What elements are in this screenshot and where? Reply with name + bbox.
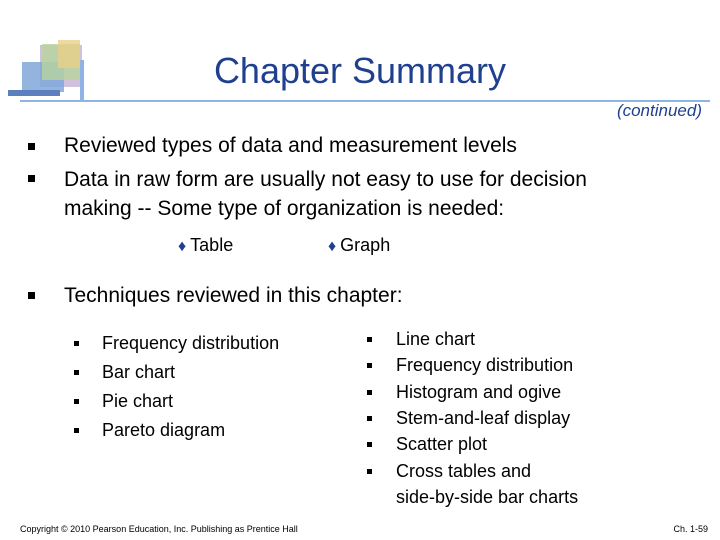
technique-item: Line chart <box>396 329 476 349</box>
bullet-square-icon <box>28 143 35 150</box>
sub-bullet-icon <box>74 399 79 404</box>
sub-bullet-icon <box>74 341 79 346</box>
technique-item: Bar chart <box>102 362 176 382</box>
technique-item-continuation: side-by-side bar charts <box>396 487 579 507</box>
decorative-squares-logo <box>0 0 100 110</box>
technique-item: Pie chart <box>102 391 174 411</box>
technique-item: Histogram and ogive <box>396 382 562 402</box>
technique-item: Scatter plot <box>396 434 488 454</box>
technique-item: Stem-and-leaf display <box>396 408 571 428</box>
title-divider <box>20 100 710 102</box>
sub-bullet-icon <box>367 469 372 474</box>
sub-bullet-icon <box>367 363 372 368</box>
diamond-icon: ♦ <box>178 238 187 255</box>
bullet-text: Techniques reviewed in this chapter: <box>64 284 403 307</box>
diamond-icon: ♦ <box>328 238 337 255</box>
copyright-footer: Copyright © 2010 Pearson Education, Inc. Publishing as Prentice Hall <box>20 524 298 534</box>
bullet-text: Reviewed types of data and measurement levels <box>64 134 517 157</box>
technique-item: Frequency distribution <box>396 355 574 375</box>
technique-item: Pareto diagram <box>102 420 226 440</box>
technique-item: Frequency distribution <box>102 333 280 353</box>
option-table: ♦ Table <box>178 235 234 255</box>
slide-title: Chapter Summary <box>213 50 507 91</box>
sub-bullet-icon <box>74 370 79 375</box>
bullet-text: Data in raw form are usually not easy to use for decision <box>64 168 587 191</box>
sub-bullet-icon <box>367 337 372 342</box>
sub-bullet-icon <box>74 428 79 433</box>
sub-bullet-icon <box>367 416 372 421</box>
bullet-square-icon <box>28 292 35 299</box>
continued-label: (continued) <box>616 101 702 120</box>
option-graph: ♦ Graph <box>328 235 391 255</box>
page-number: Ch. 1-59 <box>673 524 708 534</box>
sub-bullet-icon <box>367 390 372 395</box>
bullet-square-icon <box>28 175 35 182</box>
bullet-text-continuation: making -- Some type of organization is needed: <box>64 197 505 220</box>
sub-bullet-icon <box>367 442 372 447</box>
technique-item: Cross tables and <box>396 461 532 481</box>
